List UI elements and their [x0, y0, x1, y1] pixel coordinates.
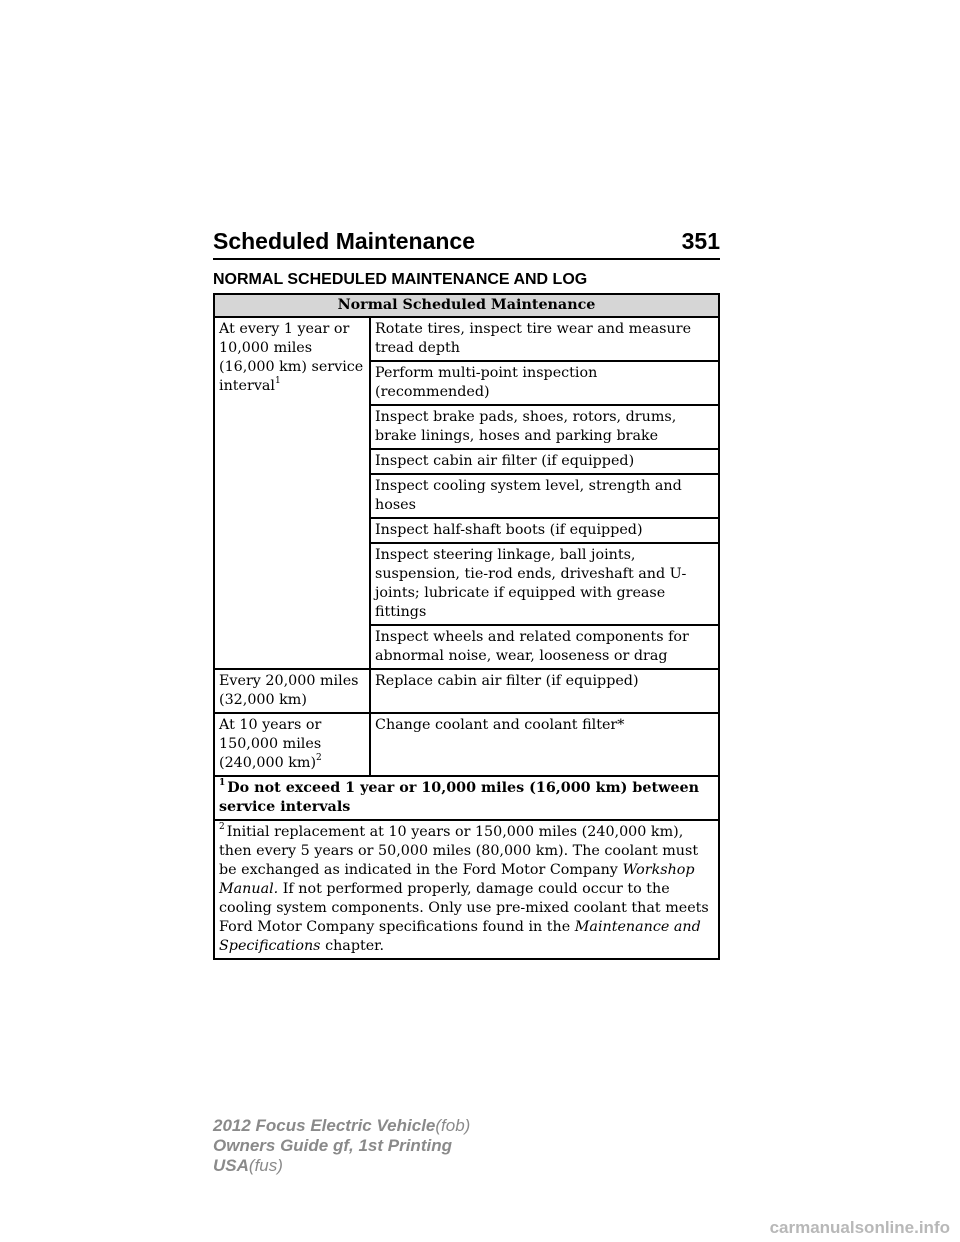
- task-cell: Inspect half-shaft boots (if equipped): [370, 518, 719, 543]
- section-title: NORMAL SCHEDULED MAINTENANCE AND LOG: [213, 271, 588, 288]
- footnote-ref: 2: [316, 753, 322, 763]
- footnote-1: [214, 776, 719, 820]
- workshop-manual-reference: Workshop Manual.: [219, 862, 695, 897]
- footnote-text: If not performed properly, damage could occur to the cooling system components. Only use pre-mixed coolant that meets Ford Motor Company specifications found in the: [219, 881, 709, 935]
- interval-cell: [214, 317, 370, 669]
- task-cell: Inspect brake pads, shoes, rotors, drums, brake linings, hoses and parking brake: [370, 405, 719, 449]
- footer-market-code: (fus): [248, 1156, 283, 1175]
- table-row: [214, 713, 719, 776]
- footnote-text: chapter.: [325, 938, 384, 954]
- interval-text: At every 1 year or 10,000 miles (16,000 km) service interval: [219, 321, 364, 394]
- footnote-row: [214, 776, 719, 820]
- interval-cell: Every 20,000 miles (32,000 km): [214, 669, 370, 713]
- watermark: carmanualsonline.info: [769, 1218, 950, 1237]
- table-caption: Normal Scheduled Maintenance: [214, 294, 719, 317]
- maintenance-table: [213, 293, 720, 960]
- page-header-title: Scheduled Maintenance: [213, 228, 476, 254]
- footnote-mark: 1: [219, 778, 226, 788]
- interval-text: At 10 years or 150,000 miles (240,000 km): [219, 717, 322, 771]
- footer-market: USA: [213, 1156, 249, 1175]
- footnote-2: [214, 820, 719, 959]
- task-cell: Perform multi-point inspection (recommended): [370, 361, 719, 405]
- task-cell: Inspect cooling system level, strength and hoses: [370, 474, 719, 518]
- task-cell: Rotate tires, inspect tire wear and measure tread depth: [370, 317, 719, 361]
- footer-printing: Owners Guide gf, 1st Printing: [213, 1136, 452, 1155]
- footer-vehicle: 2012 Focus Electric Vehicle: [213, 1116, 436, 1135]
- table-row: [214, 317, 719, 361]
- table-header-row: [214, 294, 719, 317]
- footer-code: (fob): [435, 1116, 471, 1135]
- footnote-text: Do not exceed 1 year or 10,000 miles (16,000 km) between service intervals: [219, 780, 699, 815]
- task-cell: Inspect cabin air filter (if equipped): [370, 449, 719, 474]
- footnote-mark: 2: [219, 822, 225, 832]
- task-cell: Inspect steering linkage, ball joints, suspension, tie-rod ends, driveshaft and U-joints; lubricate if equipped with grease fittings: [370, 543, 719, 625]
- task-cell: Inspect wheels and related components for abnormal noise, wear, looseness or drag: [370, 625, 719, 669]
- footnote-row: [214, 820, 719, 959]
- task-cell: Replace cabin air filter (if equipped): [370, 669, 719, 713]
- footnote-text: Initial replacement at 10 years or 150,000 miles (240,000 km), then every 5 years or 50,000 miles (80,000 km). The coolant must be exchanged as indicated in the Ford Motor Company: [219, 824, 699, 878]
- footnote-ref: 1: [275, 376, 281, 386]
- page-header: [213, 228, 720, 260]
- chapter-reference: Maintenance and Specifications: [219, 919, 701, 954]
- task-cell: Change coolant and coolant filter*: [370, 713, 719, 776]
- table-row: [214, 669, 719, 713]
- page-number: 351: [681, 228, 720, 254]
- interval-cell: [214, 713, 370, 776]
- page-footer: [213, 1116, 470, 1176]
